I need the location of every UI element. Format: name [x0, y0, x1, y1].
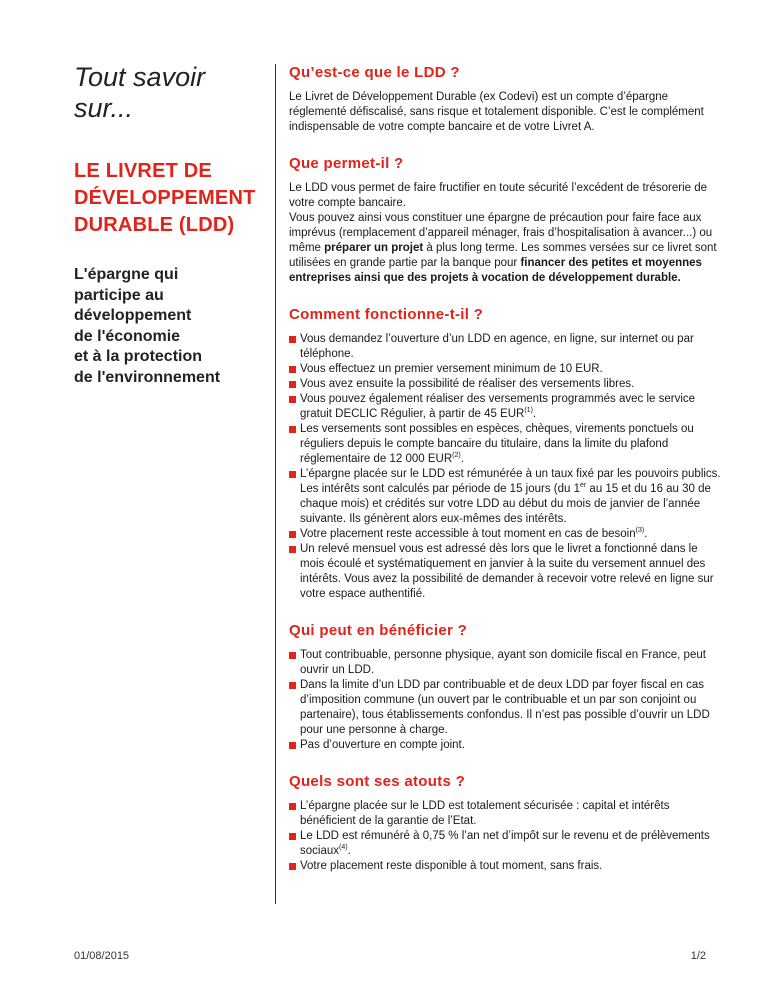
- text-run: Le LDD est rémunéré à 0,75 % l’an net d’impôt sur le revenu et de prélèvements sociaux: [300, 830, 710, 857]
- list-item: Pas d’ouverture en compte joint.: [289, 738, 721, 753]
- section-text: [289, 181, 721, 286]
- text-run: Les intérêts sont calculés par période de 15 jours (du 1: [300, 483, 580, 495]
- footnote-ref: (3): [635, 527, 645, 535]
- section-heading: Qui peut en bénéficier ?: [289, 622, 468, 639]
- text-run: Vous pouvez ainsi vous constituer une épargne de précaution pour faire face aux imprévus (remplacement d’appareil ménager, frais d’hospitalisation à avancer...) ou même: [289, 212, 713, 254]
- subtitle-line: participe au: [74, 286, 164, 304]
- bullet-list: [289, 799, 721, 874]
- section-what-for: [289, 155, 721, 286]
- footnote-ref: (2): [452, 452, 461, 460]
- section-heading: Qu’est-ce que le LDD ?: [289, 64, 460, 81]
- footnote-ref: (1): [524, 407, 533, 415]
- list-item: Tout contribuable, personne physique, ayant son domicile fiscal en France, peut ouvrir un LDD.: [289, 648, 721, 678]
- column-divider: [275, 64, 276, 904]
- section-heading: Quels sont ses atouts ?: [289, 773, 466, 790]
- right-column: [289, 64, 721, 894]
- section-who: [289, 622, 721, 753]
- text-run: .: [460, 453, 464, 465]
- list-item: [289, 829, 721, 859]
- subtitle-line: de l'économie: [74, 327, 181, 345]
- page-number: 1/2: [690, 950, 706, 962]
- list-item: [289, 527, 721, 542]
- list-item: Votre placement reste disponible à tout moment, sans frais.: [289, 859, 721, 874]
- section-heading: Que permet-il ?: [289, 155, 404, 172]
- text-run: Les versements sont possibles en espèces, chèques, virements ponctuels ou réguliers depuis le compte bancaire du titulaire, dans la limite du plafond réglementaire de 12 000 EUR: [300, 423, 694, 465]
- list-item: [289, 422, 721, 467]
- list-item: [289, 392, 721, 422]
- list-item: Vous avez ensuite la possibilité de réaliser des versements libres.: [289, 377, 721, 392]
- left-column: [74, 62, 270, 388]
- footer-date: 01/08/2015: [74, 950, 130, 962]
- list-item: L’épargne placée sur le LDD est totalement sécurisée : capital et intérêts bénéficient de la garantie de l’Etat.: [289, 799, 721, 829]
- section-heading: Comment fonctionne-t-il ?: [289, 306, 484, 323]
- subtitle-line: développement: [74, 307, 192, 324]
- text-run: .: [644, 528, 648, 540]
- subtitle-line: de l'environnement: [74, 368, 221, 386]
- text-run: Votre placement reste accessible à tout moment en cas de besoin: [300, 528, 636, 540]
- text-run: .: [347, 845, 351, 857]
- document-subtitle: [74, 265, 270, 388]
- section-advantages: [289, 773, 721, 874]
- subtitle-line: et à la protection: [74, 348, 203, 365]
- intro-heading: Tout savoir sur...: [74, 62, 206, 123]
- list-item: Vous effectuez un premier versement minimum de 10 EUR.: [289, 362, 721, 377]
- text-run: L’épargne placée sur le LDD est rémunérée à un taux fixé par les pouvoirs publics.: [300, 468, 721, 480]
- subtitle-line: L'épargne qui: [74, 266, 179, 283]
- bullet-list: [289, 332, 721, 602]
- text-run: Vous pouvez également réaliser des versements programmés avec le service gratuit DECLIC Régulier, à partir de 45 EUR: [300, 393, 696, 420]
- text-run: Le LDD vous permet de faire fructifier en toute sécurité l’excédent de trésorerie de votre compte bancaire.: [289, 182, 708, 209]
- footnote-ref: (4): [339, 844, 348, 852]
- list-item: [289, 467, 721, 527]
- section-how-it-works: [289, 306, 721, 602]
- text-run: au 15 et du 16 au 30 de chaque mois) et crédités sur votre LDD au début du mois de janvier de l’année suivante. Ils génèrent alors eux-mêmes des intérêts.: [300, 483, 711, 525]
- section-what-is: [289, 64, 721, 135]
- text-run: .: [532, 408, 537, 420]
- list-item: Vous demandez l’ouverture d’un LDD en agence, en ligne, sur internet ou par téléphone.: [289, 332, 721, 362]
- section-text: Le Livret de Développement Durable (ex Codevi) est un compte d’épargne réglementé défiscalisé, sans risque et totalement disponible. C’est le complément indispensable de votre compte bancaire et de votre Livret A.: [289, 91, 704, 133]
- list-item: Un relevé mensuel vous est adressé dès lors que le livret a fonctionné dans le mois écoulé et systématiquement en janvier à la suite du versement annuel des intérêts. Vous avez la possibilité de demander à recevoir votre relevé en ligne sur votre espace authentifié.: [289, 542, 721, 602]
- list-item: Dans la limite d’un LDD par contribuable et de deux LDD par foyer fiscal en cas d’imposition commune (un ouvert par le contribuable et un par son conjoint ou partenaire), tous établissements confondus. Il n’est pas possible d’ouvrir un LDD pour une personne à charge.: [289, 678, 721, 738]
- bullet-list: [289, 648, 721, 753]
- emphasis-text: financer des petites et moyennes entreprises ainsi que des projets à vocation de développement durable.: [289, 257, 702, 284]
- emphasis-text: préparer un projet: [324, 242, 424, 254]
- superscript: er: [580, 482, 587, 490]
- document-title: LE LIVRET DE DÉVELOPPEMENT DURABLE (LDD): [74, 160, 256, 236]
- text-run: à plus long terme. Les sommes versées sur ce livret sont utilisées en grande partie par la banque pour: [289, 242, 717, 269]
